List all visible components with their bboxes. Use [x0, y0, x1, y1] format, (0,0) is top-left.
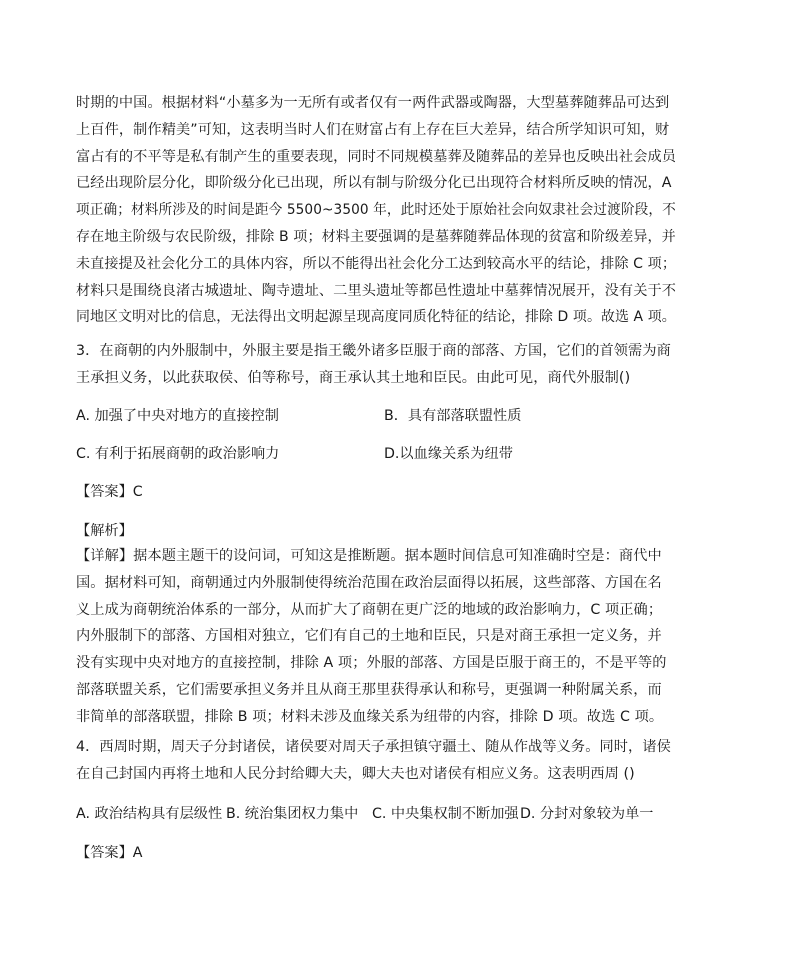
q4-option-d: D. 分封对象较为单一	[520, 806, 654, 822]
text-line: 3．在商朝的内外服制中，外服主要是指王畿外诸多臣服于商的部落、方国，它们的首领需为商	[76, 343, 671, 359]
q4-option-c: C. 中央集权制不断加强	[372, 806, 519, 822]
text-line: 没有实现中央对地方的直接控制，排除 A 项；外服的部落、方国是臣服于商王的，不是平等的	[76, 655, 667, 672]
text-line: 内外服制下的部落、方国相对独立，它们有自己的土地和臣民，只是对商王承担一定义务，并	[76, 628, 662, 645]
q3-answer: 【答案】C	[76, 484, 143, 500]
text-line: 富占有的不平等是私有制产生的重要表现，同时不同规模墓葬及随葬品的差异也反映出社会成员	[76, 148, 677, 165]
text-line: 同地区文明对比的信息，无法得出文明起源呈现高度同质化特征的结论，排除 D 项。故选 A 项。	[76, 309, 676, 326]
question-4-stem	[76, 734, 676, 788]
text-line: 国。据材料可知，商朝通过内外服制使得统治范围在政治层面得以拓展，这些部落、方国在名	[76, 574, 662, 591]
text-line: 已经出现阶层分化，即阶级分化已出现，所以有制与阶级分化已出现符合材料所反映的情况，A	[76, 175, 672, 192]
text-line: 项正确；材料所涉及的时间是距今 5500~3500 年，此时还处于原始社会向奴隶社会过渡阶段，不	[76, 202, 676, 219]
text-line: 非简单的部落联盟，排除 B 项；材料未涉及血缘关系为纽带的内容，排除 D 项。故选 C 项。	[76, 708, 664, 725]
text-line: 义上成为商朝统治体系的一部分，从而扩大了商朝在更广泛的地域的政治影响力，C 项正确；	[76, 601, 663, 618]
q4-option-a: A. 政治结构具有层级性	[76, 806, 223, 822]
q3-analysis-label: 【解析】	[76, 523, 133, 539]
q4-option-b: B. 统治集团权力集中	[226, 806, 359, 822]
question-3-stem	[76, 338, 676, 392]
q2-analysis-continuation	[76, 90, 676, 331]
text-line: 部落联盟关系，它们需要承担义务并且从商王那里获得承认和称号，更强调一种附属关系，而	[76, 681, 662, 698]
q3-option-c: C. 有利于拓展商朝的政治影响力	[76, 446, 280, 462]
q3-option-b: B．具有部落联盟性质	[384, 408, 522, 424]
text-line: 材料只是围绕良渚古城遗址、陶寺遗址、二里头遗址等都邑性遗址中墓葬情况展开，没有关于不	[76, 282, 677, 299]
text-line: 在自己封国内再将土地和人民分封给卿大夫，卿大夫也对诸侯有相应义务。这表明西周 ()	[76, 765, 635, 782]
q3-option-d: D.以血缘关系为纽带	[384, 446, 513, 462]
text-line: 王承担义务，以此获取侯、伯等称号，商王承认其土地和臣民。由此可见，商代外服制()	[76, 369, 631, 386]
text-line: 时期的中国。根据材料“小墓多为一无所有或者仅有一两件武器或陶器，大型墓葬随葬品可达到	[76, 95, 670, 111]
text-line: 存在地主阶级与农民阶级，排除 B 项；材料主要强调的是墓葬随葬品体现的贫富和阶级差异，并	[76, 228, 676, 245]
text-line: 上百件，制作精美”可知，这表明当时人们在财富占有上存在巨大差异，结合所学知识可知，财	[76, 121, 670, 138]
text-line: 【详解】据本题主题干的设问词，可知这是推断题。据本题时间信息可知准确时空是：商代中	[76, 548, 662, 564]
q4-answer: 【答案】A	[76, 845, 143, 861]
text-line: 未直接提及社会化分工的具体内容，所以不能得出社会化分工达到较高水平的结论，排除 C 项；	[76, 255, 677, 272]
q3-option-a: A. 加强了中央对地方的直接控制	[76, 408, 279, 424]
text-line: 4．西周时期，周天子分封诸侯，诸侯要对周天子承担镇守疆土、随从作战等义务。同时，诸侯	[76, 739, 671, 755]
q3-detail	[76, 543, 676, 731]
